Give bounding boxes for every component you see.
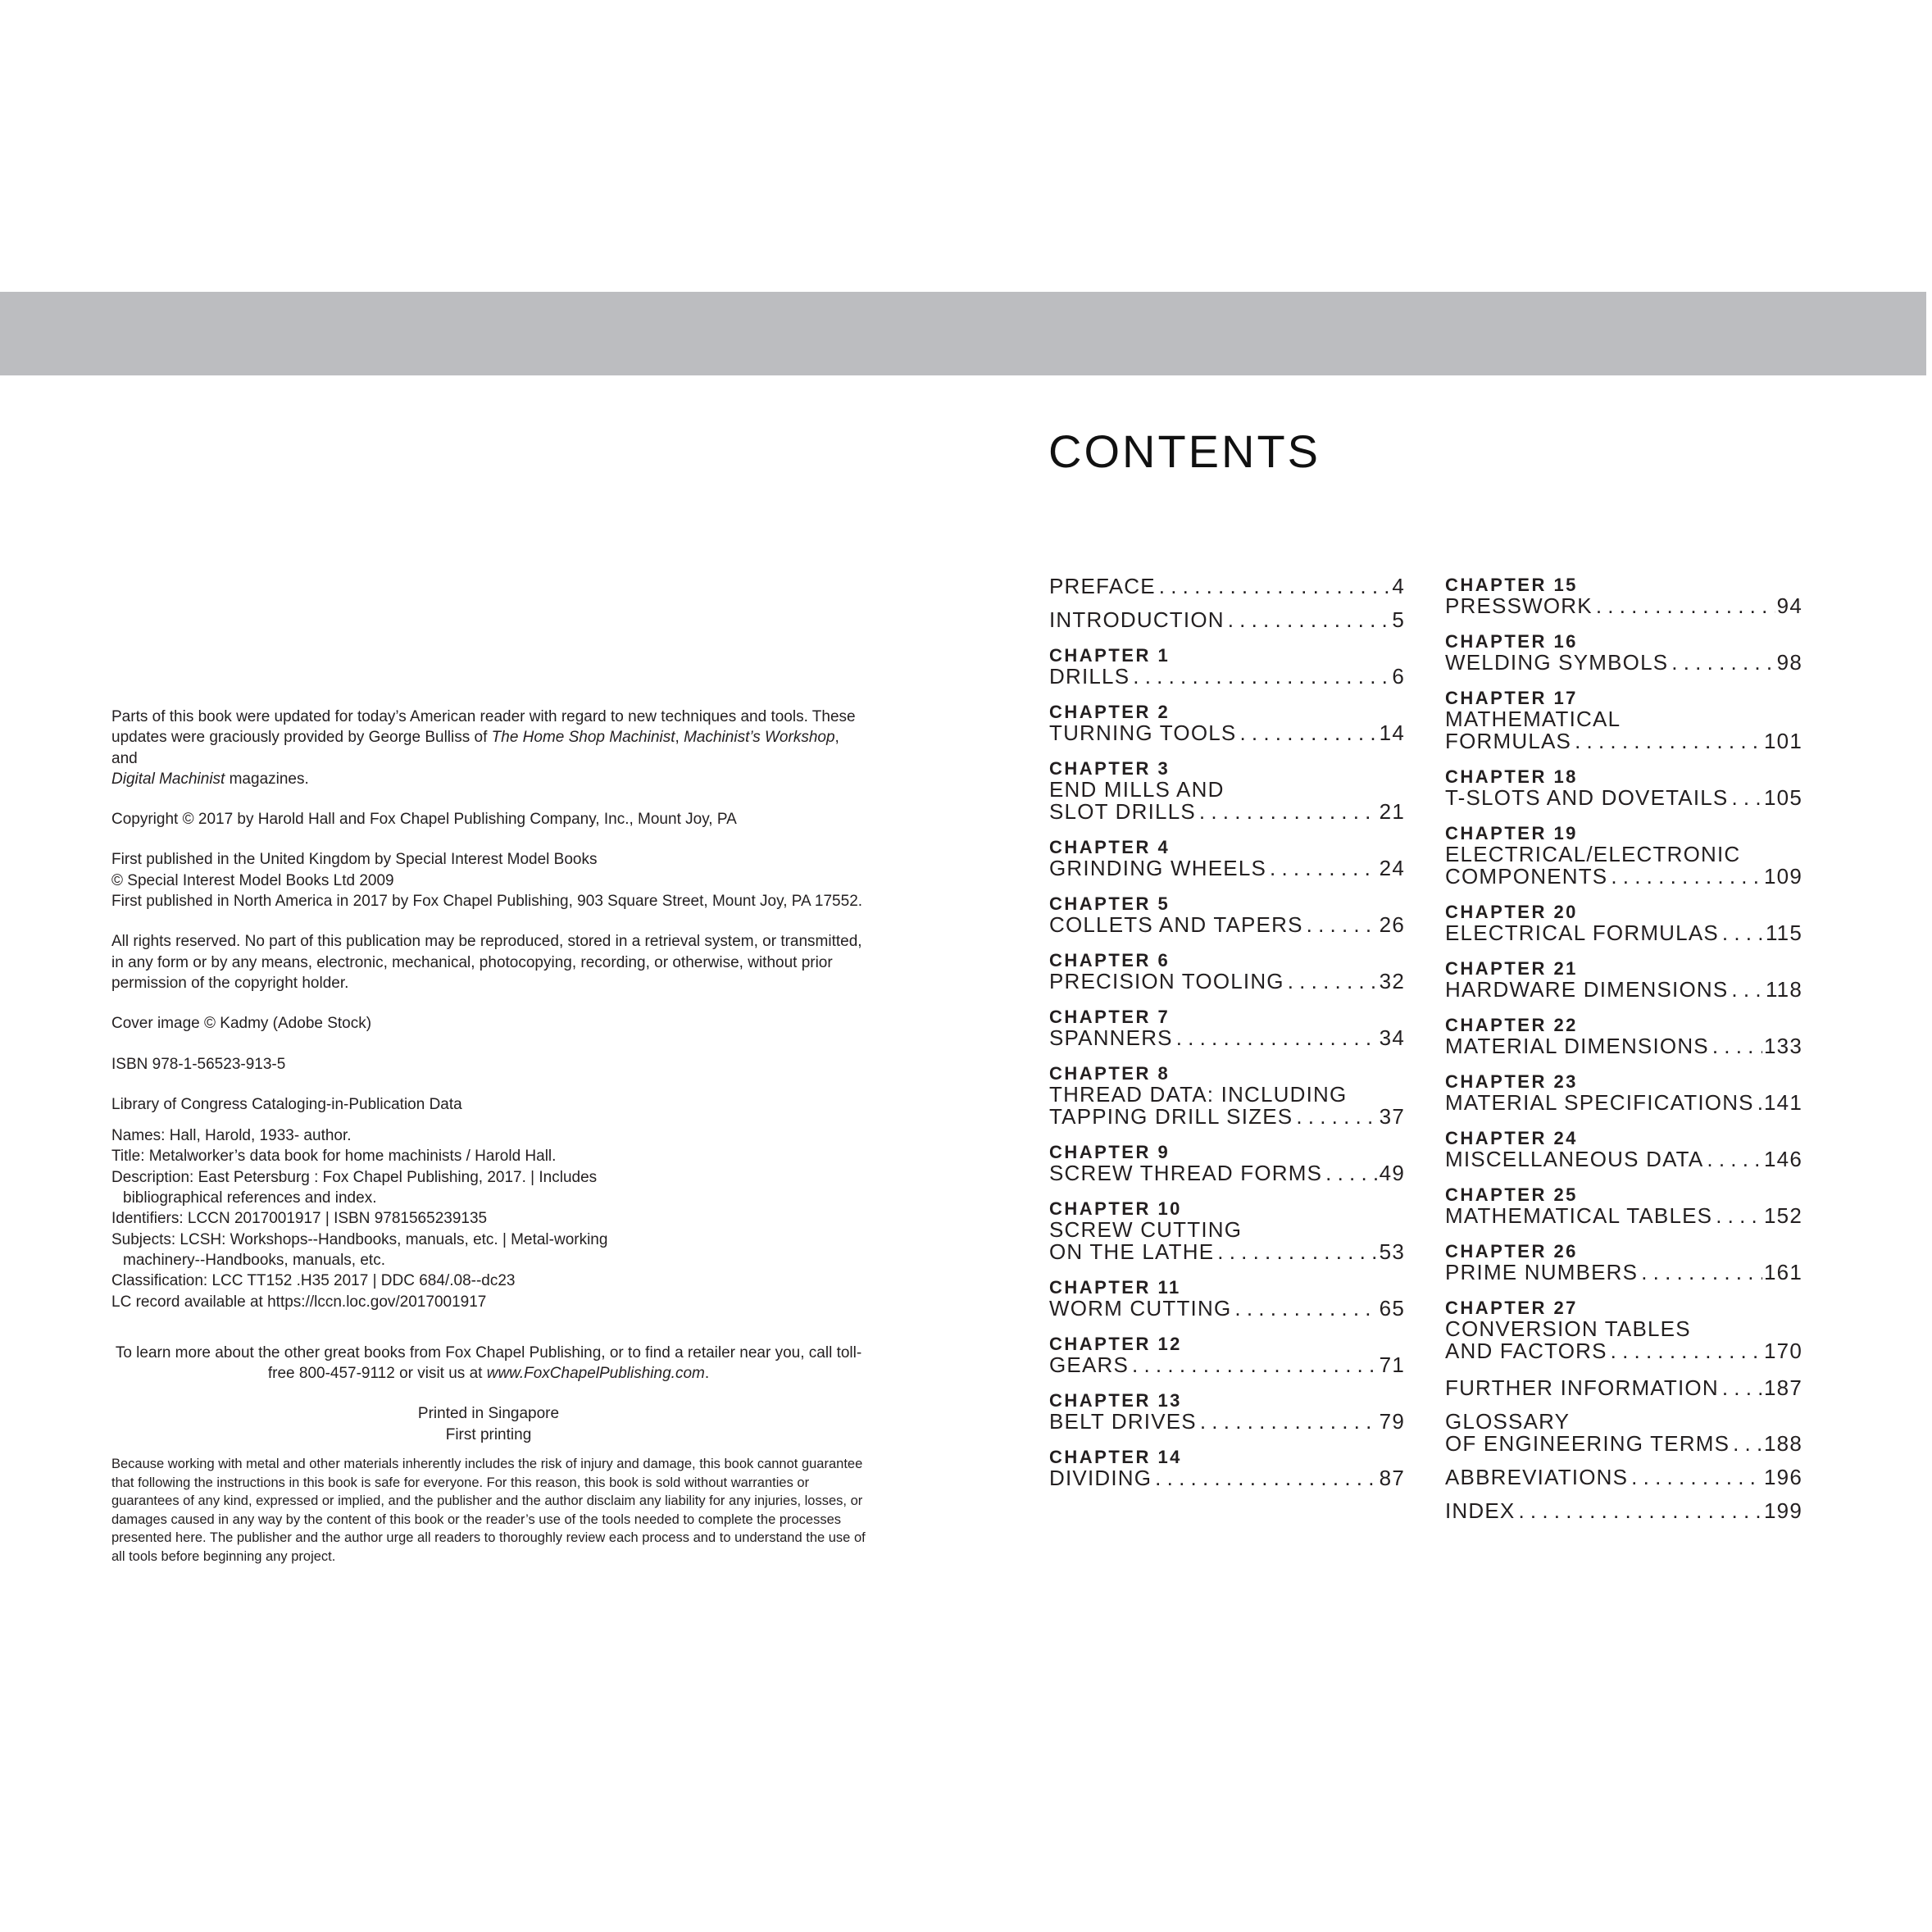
- chapter-number: CHAPTER 7: [1049, 1007, 1171, 1027]
- page-number: 53: [1379, 1239, 1405, 1264]
- safety-disclaimer: [111, 1455, 870, 1566]
- toc-entry-chapter-10[interactable]: CHAPTER 10 SCREW CUTTING ON THE LATHE . . . 53: [1049, 1199, 1405, 1263]
- page-number: 32: [1379, 969, 1405, 993]
- page-number: 187: [1764, 1375, 1802, 1400]
- toc-entry-chapter-15[interactable]: CHAPTER 15 PRESSWORK . . . 94: [1445, 575, 1802, 617]
- isbn: ISBN 978-1-56523-913-5: [111, 1055, 286, 1073]
- page-number: 79: [1379, 1409, 1405, 1434]
- toc-entry-introduction[interactable]: INTRODUCTION . . . 5: [1049, 609, 1405, 631]
- page-number: 34: [1379, 1025, 1405, 1050]
- cip-identifiers: Identifiers: LCCN 2017001917 | ISBN 9781565239135: [111, 1210, 488, 1228]
- learn-more-line: To learn more about the other great books from Fox Chapel Publishing, or to find a retailer near you, call toll-: [115, 1343, 862, 1361]
- printing-number: First printing: [445, 1425, 532, 1443]
- chapter-number: CHAPTER 13: [1049, 1390, 1182, 1411]
- toc-entry-glossary[interactable]: GLOSSARY OF ENGINEERING TERMS . . . 188: [1445, 1411, 1802, 1455]
- chapter-number: CHAPTER 5: [1049, 893, 1171, 914]
- chapter-number: CHAPTER 1: [1049, 645, 1171, 666]
- toc-entry-chapter-8[interactable]: CHAPTER 8 THREAD DATA: INCLUDING TAPPING DRILL SIZES . . . 37: [1049, 1064, 1405, 1128]
- update-note-line: Digital Machinist magazines.: [111, 770, 309, 788]
- cip-classification: Classification: LCC TT152 .H35 2017 | DDC 684/.08--dc23: [111, 1272, 516, 1290]
- rights-line: permission of the copyright holder.: [111, 974, 349, 992]
- toc-entry-chapter-17[interactable]: CHAPTER 17 MATHEMATICAL FORMULAS . . . 101: [1445, 689, 1802, 752]
- header-band: [0, 292, 1926, 375]
- page-number: 6: [1392, 664, 1405, 689]
- contents-column-2: [1445, 575, 1802, 1534]
- page-number: 49: [1379, 1161, 1405, 1185]
- chapter-number: CHAPTER 18: [1445, 766, 1578, 787]
- update-note-line: updates were graciously provided by George Bulliss of The Home Shop Machinist, Machinist’s Workshop, and: [111, 729, 839, 767]
- copyright-notice: Copyright © 2017 by Harold Hall and Fox Chapel Publishing Company, Inc., Mount Joy, PA: [111, 811, 737, 829]
- page-number: 37: [1379, 1104, 1405, 1129]
- toc-entry-abbreviations[interactable]: ABBREVIATIONS . . . 196: [1445, 1466, 1802, 1489]
- toc-entry-chapter-20[interactable]: CHAPTER 20 ELECTRICAL FORMULAS . . . 115: [1445, 902, 1802, 944]
- toc-entry-chapter-1[interactable]: CHAPTER 1 DRILLS . . . 6: [1049, 646, 1405, 688]
- learn-more-line: free 800-457-9112 or visit us at www.FoxChapelPublishing.com.: [267, 1365, 710, 1383]
- toc-entry-chapter-21[interactable]: CHAPTER 21 HARDWARE DIMENSIONS . . . 118: [1445, 959, 1802, 1001]
- page-number: 170: [1764, 1339, 1802, 1363]
- toc-entry-chapter-23[interactable]: CHAPTER 23 MATERIAL SPECIFICATIONS . . . 141: [1445, 1072, 1802, 1114]
- toc-entry-chapter-27[interactable]: CHAPTER 27 CONVERSION TABLES AND FACTORS . . . 170: [1445, 1298, 1802, 1362]
- first-published-uk: First published in the United Kingdom by Special Interest Model Books: [111, 851, 598, 869]
- disclaimer-line: guarantees of any kind, expressed or implied, and the publisher and the author disclaim any liability for any injuries, losses, or: [111, 1493, 863, 1509]
- toc-entry-chapter-7[interactable]: CHAPTER 7 SPANNERS . . . 34: [1049, 1007, 1405, 1049]
- chapter-number: CHAPTER 26: [1445, 1241, 1578, 1261]
- page-number: 161: [1764, 1260, 1802, 1284]
- chapter-number: CHAPTER 15: [1445, 575, 1578, 595]
- page-number: 141: [1764, 1090, 1802, 1115]
- copyright-page: [111, 707, 866, 1445]
- chapter-number: CHAPTER 22: [1445, 1015, 1578, 1035]
- page-number: 115: [1765, 921, 1802, 945]
- cip-subjects: machinery--Handbooks, manuals, etc.: [123, 1251, 385, 1269]
- sim-copyright: © Special Interest Model Books Ltd 2009: [111, 871, 394, 889]
- chapter-number: CHAPTER 4: [1049, 837, 1171, 857]
- toc-entry-chapter-14[interactable]: CHAPTER 14 DIVIDING . . . 87: [1049, 1448, 1405, 1489]
- page-number: 21: [1379, 799, 1405, 824]
- disclaimer-line: all tools before beginning any project.: [111, 1548, 336, 1564]
- chapter-number: CHAPTER 17: [1445, 688, 1578, 708]
- chapter-number: CHAPTER 23: [1445, 1071, 1578, 1092]
- disclaimer-line: damages caused in any way by the content of this book or the reader’s use of the tools needed to complete the processes: [111, 1512, 842, 1527]
- cip-lc-record: LC record available at https://lccn.loc.gov/2017001917: [111, 1293, 487, 1311]
- page-number: 199: [1764, 1498, 1802, 1523]
- cip-description: Description: East Petersburg : Fox Chapel Publishing, 2017. | Includes: [111, 1168, 598, 1186]
- page-number: 105: [1764, 785, 1802, 810]
- cip-subjects: Subjects: LCSH: Workshops--Handbooks, manuals, etc. | Metal-working: [111, 1230, 608, 1248]
- chapter-number: CHAPTER 20: [1445, 902, 1578, 922]
- page-number: 101: [1764, 729, 1802, 753]
- toc-entry-chapter-19[interactable]: CHAPTER 19 ELECTRICAL/ELECTRONIC COMPONENTS . . . 109: [1445, 824, 1802, 888]
- chapter-number: CHAPTER 21: [1445, 958, 1578, 979]
- toc-entry-preface[interactable]: PREFACE . . . 4: [1049, 575, 1405, 598]
- page-number: 24: [1379, 856, 1405, 880]
- page-number: 5: [1392, 607, 1405, 632]
- toc-entry-chapter-3[interactable]: CHAPTER 3 END MILLS AND SLOT DRILLS . . . 21: [1049, 759, 1405, 823]
- page-number: 98: [1776, 650, 1802, 675]
- page-number: 152: [1764, 1203, 1802, 1228]
- rights-line: in any form or by any means, electronic, mechanical, photocopying, recording, or otherwise, without prior: [111, 953, 833, 971]
- cip-heading: Library of Congress Cataloging-in-Publication Data: [111, 1095, 462, 1113]
- rights-line: All rights reserved. No part of this publication may be reproduced, stored in a retrieval system, or transmitted,: [111, 933, 862, 951]
- toc-entry-chapter-24[interactable]: CHAPTER 24 MISCELLANEOUS DATA . . . 146: [1445, 1129, 1802, 1171]
- toc-entry-chapter-22[interactable]: CHAPTER 22 MATERIAL DIMENSIONS . . . 133: [1445, 1016, 1802, 1057]
- page-number: 14: [1379, 721, 1405, 745]
- chapter-number: CHAPTER 6: [1049, 950, 1171, 971]
- toc-entry-chapter-9[interactable]: CHAPTER 9 SCREW THREAD FORMS . . . 49: [1049, 1143, 1405, 1184]
- toc-entry-chapter-13[interactable]: CHAPTER 13 BELT DRIVES . . . 79: [1049, 1391, 1405, 1433]
- page-number: 118: [1765, 977, 1802, 1002]
- toc-entry-chapter-4[interactable]: CHAPTER 4 GRINDING WHEELS . . . 24: [1049, 838, 1405, 880]
- contents-title: CONTENTS: [1048, 425, 1321, 477]
- chapter-number: CHAPTER 11: [1049, 1277, 1181, 1298]
- toc-entry-chapter-25[interactable]: CHAPTER 25 MATHEMATICAL TABLES . . . 152: [1445, 1185, 1802, 1227]
- chapter-number: CHAPTER 9: [1049, 1142, 1171, 1162]
- page-number: 71: [1379, 1352, 1405, 1377]
- update-note-line: Parts of this book were updated for today’s American reader with regard to new techniques and tools. These: [111, 708, 856, 725]
- page-number: 133: [1764, 1034, 1802, 1058]
- cover-credit: Cover image © Kadmy (Adobe Stock): [111, 1015, 372, 1033]
- disclaimer-line: Because working with metal and other materials inherently includes the risk of injury and damage, this book cannot guarantee: [111, 1457, 863, 1471]
- chapter-number: CHAPTER 3: [1049, 758, 1171, 779]
- first-published-na: First published in North America in 2017 by Fox Chapel Publishing, 903 Square Street, Mount Joy, PA 17552.: [111, 893, 863, 911]
- toc-entry-index[interactable]: INDEX . . . 199: [1445, 1500, 1802, 1522]
- toc-entry-chapter-11[interactable]: CHAPTER 11 WORM CUTTING . . . 65: [1049, 1278, 1405, 1320]
- page-number: 196: [1764, 1465, 1802, 1489]
- chapter-number: CHAPTER 27: [1445, 1298, 1578, 1318]
- page-number: 26: [1379, 912, 1405, 937]
- toc-entry-chapter-26[interactable]: CHAPTER 26 PRIME NUMBERS . . . 161: [1445, 1242, 1802, 1284]
- disclaimer-line: presented here. The publisher and the author urge all readers to thoroughly review each process and to understand the use of: [111, 1530, 866, 1546]
- contents-column-1: [1049, 575, 1405, 1504]
- page-number: 109: [1764, 864, 1802, 889]
- page-number: 4: [1392, 574, 1405, 598]
- page-number: 188: [1764, 1431, 1802, 1456]
- toc-entry-chapter-5[interactable]: CHAPTER 5 COLLETS AND TAPERS . . . 26: [1049, 894, 1405, 936]
- chapter-number: CHAPTER 19: [1445, 823, 1578, 843]
- chapter-number: CHAPTER 25: [1445, 1184, 1578, 1205]
- page-number: 87: [1379, 1466, 1405, 1490]
- cip-description: bibliographical references and index.: [123, 1189, 377, 1207]
- chapter-number: CHAPTER 16: [1445, 631, 1578, 652]
- toc-entry-further-information[interactable]: FURTHER INFORMATION . . . 187: [1445, 1377, 1802, 1399]
- cip-title: Title: Metalworker’s data book for home machinists / Harold Hall.: [111, 1148, 557, 1166]
- disclaimer-line: that following the instructions in this book is safe for everyone. For this reason, this book is sold without warranties or: [111, 1475, 810, 1490]
- chapter-number: CHAPTER 12: [1049, 1334, 1182, 1354]
- toc-entry-chapter-16[interactable]: CHAPTER 16 WELDING SYMBOLS . . . 98: [1445, 632, 1802, 674]
- page-number: 65: [1379, 1296, 1405, 1321]
- chapter-number: CHAPTER 8: [1049, 1063, 1171, 1084]
- chapter-number: CHAPTER 24: [1445, 1128, 1578, 1148]
- chapter-number: CHAPTER 2: [1049, 702, 1171, 722]
- toc-entry-chapter-18[interactable]: CHAPTER 18 T-SLOTS AND DOVETAILS . . . 105: [1445, 767, 1802, 809]
- printed-in: Printed in Singapore: [417, 1405, 560, 1423]
- publisher-website-link[interactable]: www.FoxChapelPublishing.com: [486, 1365, 705, 1383]
- toc-entry-chapter-2[interactable]: CHAPTER 2 TURNING TOOLS . . . 14: [1049, 702, 1405, 744]
- chapter-number: CHAPTER 14: [1049, 1447, 1182, 1467]
- toc-entry-chapter-12[interactable]: CHAPTER 12 GEARS . . . 71: [1049, 1334, 1405, 1376]
- page-number: 146: [1764, 1147, 1802, 1171]
- cip-names: Names: Hall, Harold, 1933- author.: [111, 1127, 352, 1145]
- toc-entry-chapter-6[interactable]: CHAPTER 6 PRECISION TOOLING . . . 32: [1049, 951, 1405, 993]
- chapter-number: CHAPTER 10: [1049, 1198, 1182, 1219]
- page-number: 94: [1776, 593, 1802, 618]
